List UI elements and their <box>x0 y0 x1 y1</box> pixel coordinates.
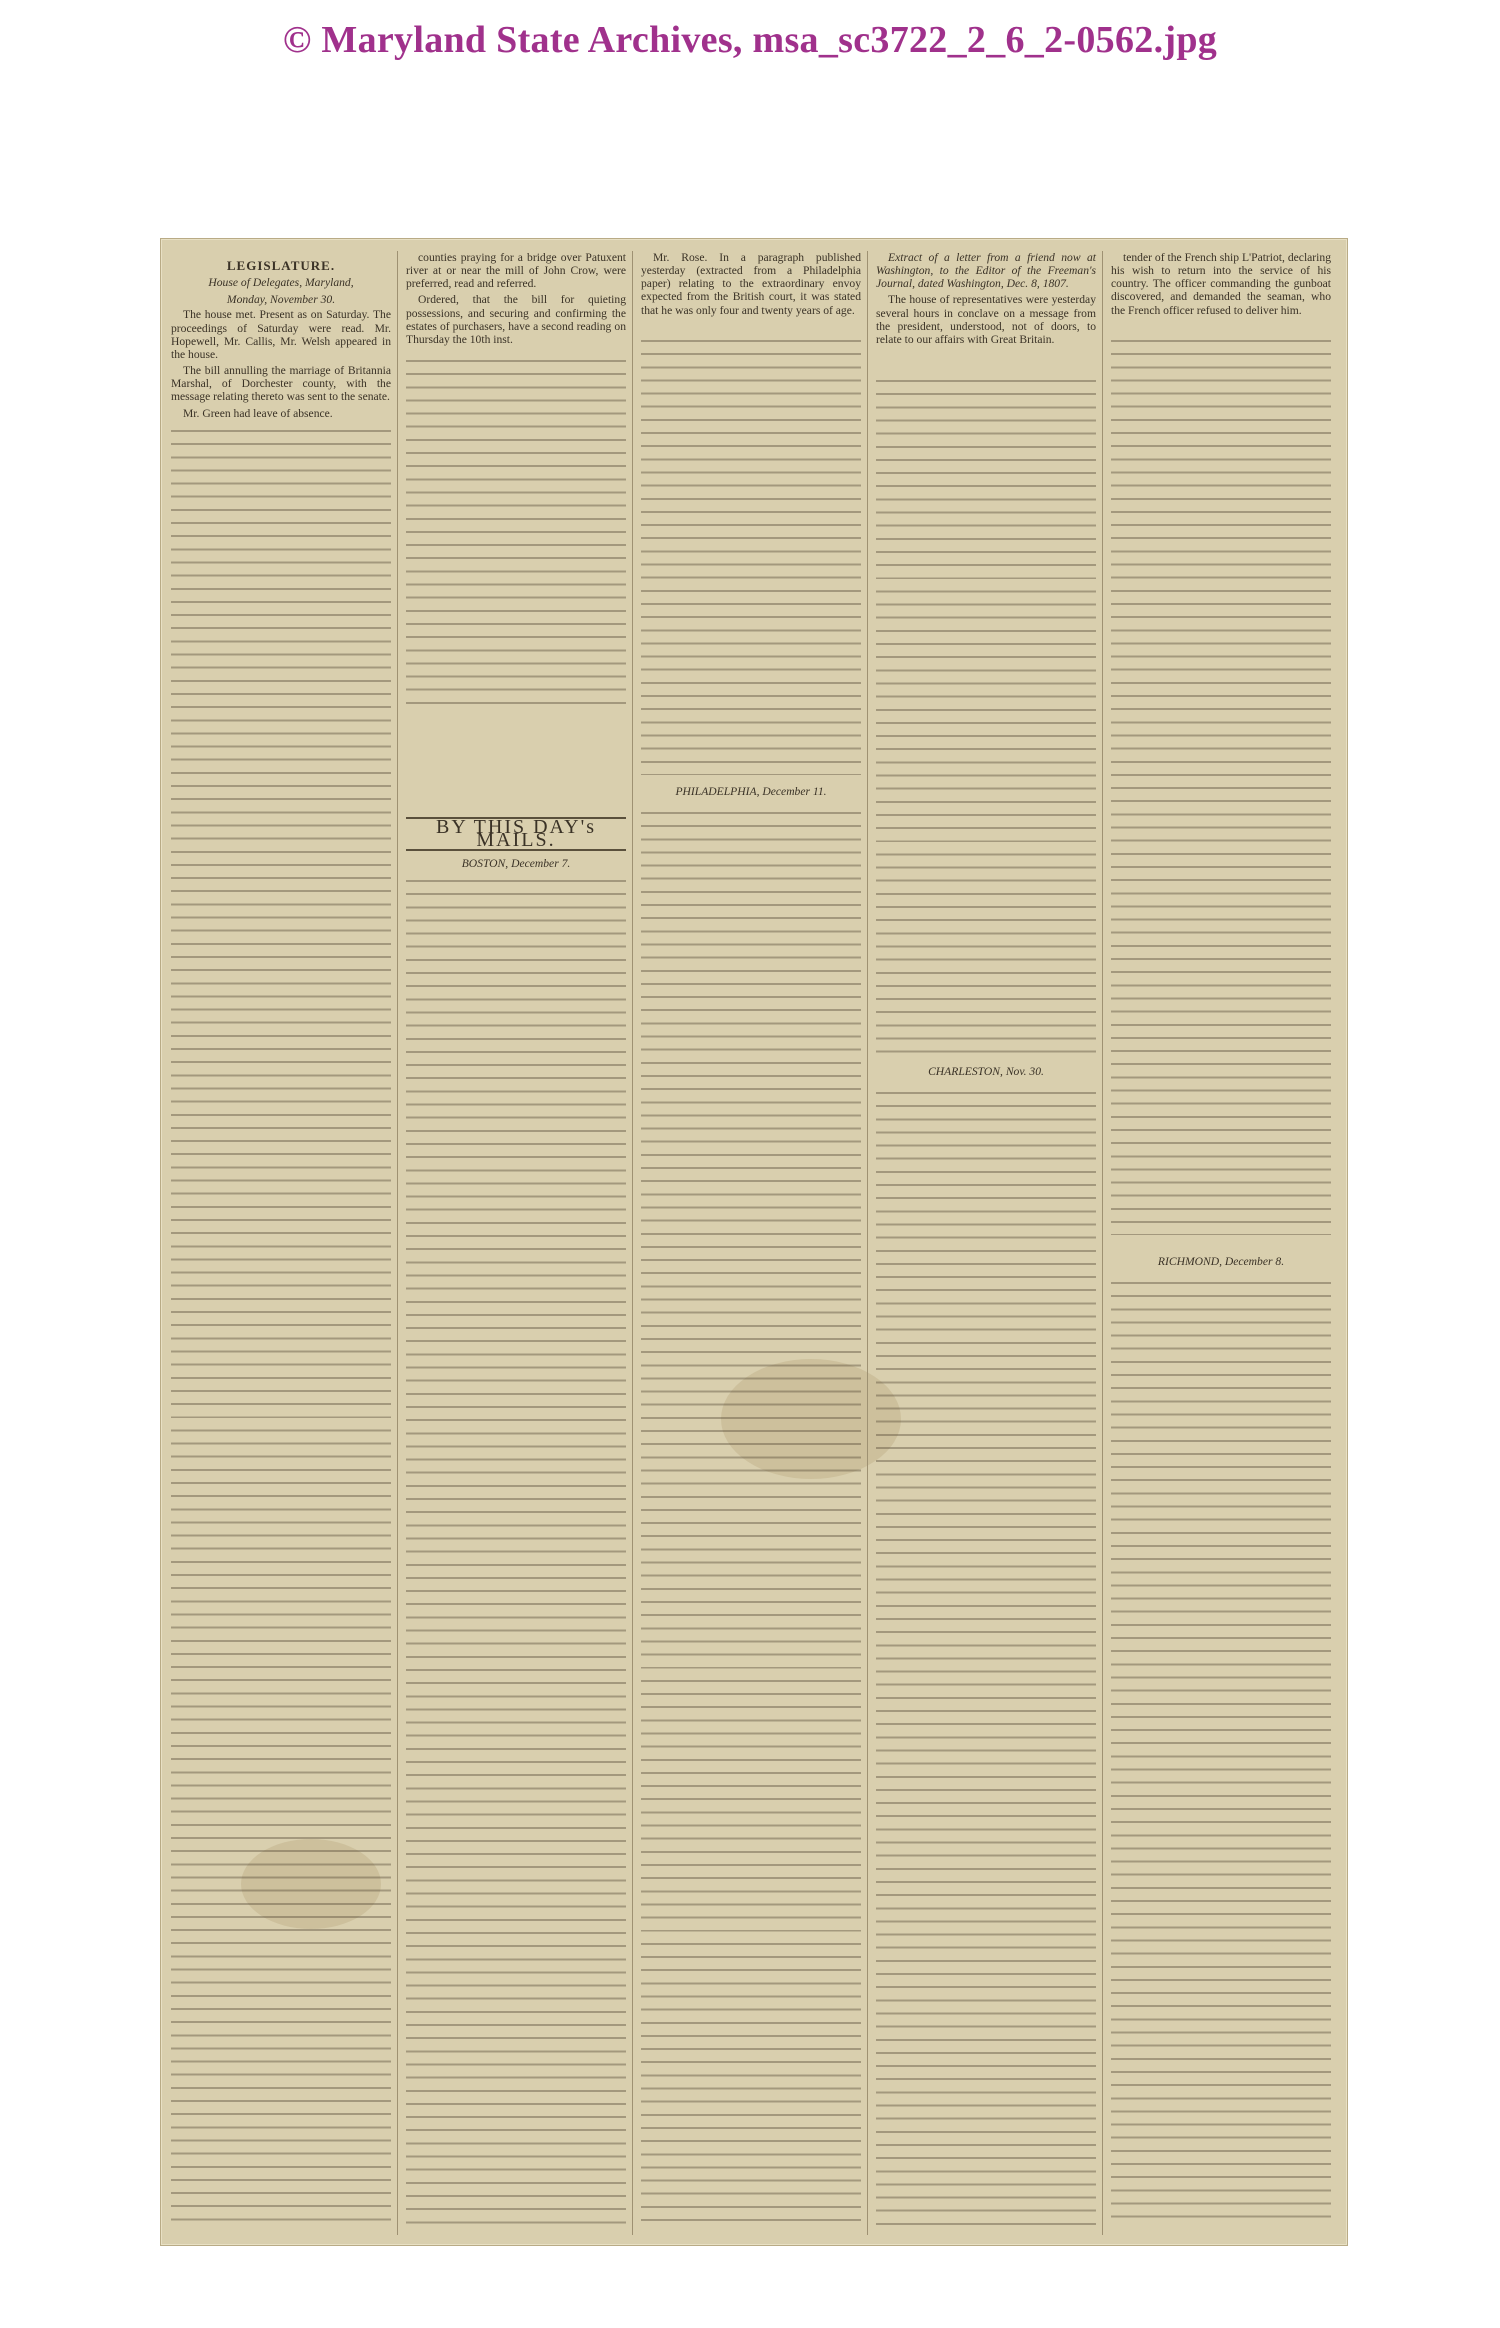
article-paragraph: Ordered, that the bill for quieting possessions, and securing and confirming the estates of purchasers, have a second reading on Thursday the 10th inst. <box>406 293 626 346</box>
illegible-text-lines <box>406 351 626 715</box>
dateline: PHILADELPHIA, December 11. <box>675 785 827 798</box>
column-1 <box>171 251 398 2235</box>
column-subheading: House of Delegates, Maryland, <box>208 276 354 290</box>
dateline: RICHMOND, December 8. <box>1157 1255 1285 1268</box>
column-3-top <box>641 251 861 317</box>
column-2-top <box>406 251 626 346</box>
illegible-text-lines <box>876 1083 1096 2229</box>
article-paragraph: The bill annulling the marriage of Britannia Marshal, of Dorchester county, with the message relating thereto was sent to the senate. <box>171 364 391 404</box>
illegible-text-lines <box>641 803 861 2229</box>
column-date: Monday, November 30. <box>226 293 336 307</box>
illegible-text-lines <box>1111 331 1331 1235</box>
illegible-text-lines <box>406 871 626 2229</box>
article-paragraph: The house of representatives were yesterday several hours in conclave on a message from the president, understood, not of doors, to relate to our affairs with Great Britain. <box>876 293 1096 346</box>
column-heading: LEGISLATURE. <box>226 258 336 273</box>
section-banner: BY THIS DAY's MAILS. <box>406 817 626 851</box>
column-5 <box>1111 251 1337 2235</box>
article-paragraph: Mr. Green had leave of absence. <box>183 406 333 420</box>
column-5-top <box>1111 251 1331 317</box>
mails-section-header <box>406 811 626 872</box>
article-paragraph: counties praying for a bridge over Patuxent river at or near the mill of John Crow, were preferred, read and referred. <box>406 251 626 291</box>
illegible-text-lines <box>1111 1273 1331 2229</box>
richmond-header <box>1111 1251 1331 1270</box>
article-paragraph: The house met. Present as on Saturday. The proceedings of Saturday were read. Mr. Hopewell, Mr. Callis, Mr. Welsh appeared in the house. <box>171 308 391 361</box>
newspaper-page <box>160 238 1348 2246</box>
column-1-header <box>171 259 391 420</box>
philadelphia-header <box>641 781 861 800</box>
dateline: CHARLESTON, Nov. 30. <box>928 1065 1044 1078</box>
article-paragraph: Extract of a letter from a friend now at Washington, to the Editor of the Freeman's Journal, dated Washington, Dec. 8, 1807. <box>876 251 1096 291</box>
illegible-text-lines <box>171 421 391 2229</box>
column-3 <box>641 251 868 2235</box>
article-paragraph: Mr. Rose. In a paragraph published yesterday (extracted from a Philadelphia paper) relating to the extraordinary envoy expected from the British court, it was stated that he was only four and twenty years of age. <box>641 251 861 317</box>
charleston-header <box>876 1061 1096 1080</box>
illegible-text-lines <box>876 371 1096 1055</box>
illegible-text-lines <box>641 331 861 775</box>
column-2 <box>406 251 633 2235</box>
text-columns <box>171 251 1337 2235</box>
article-paragraph: tender of the French ship L'Patriot, declaring his wish to return into the service of his country. The officer commanding the gunboat discovered, and demanded the seaman, who the French officer refused to deliver him. <box>1111 251 1331 317</box>
dateline: BOSTON, December 7. <box>461 857 571 871</box>
column-4-top <box>876 251 1096 346</box>
archive-watermark: © Maryland State Archives, msa_sc3722_2_6_2-0562.jpg <box>282 19 1218 61</box>
column-4 <box>876 251 1103 2235</box>
